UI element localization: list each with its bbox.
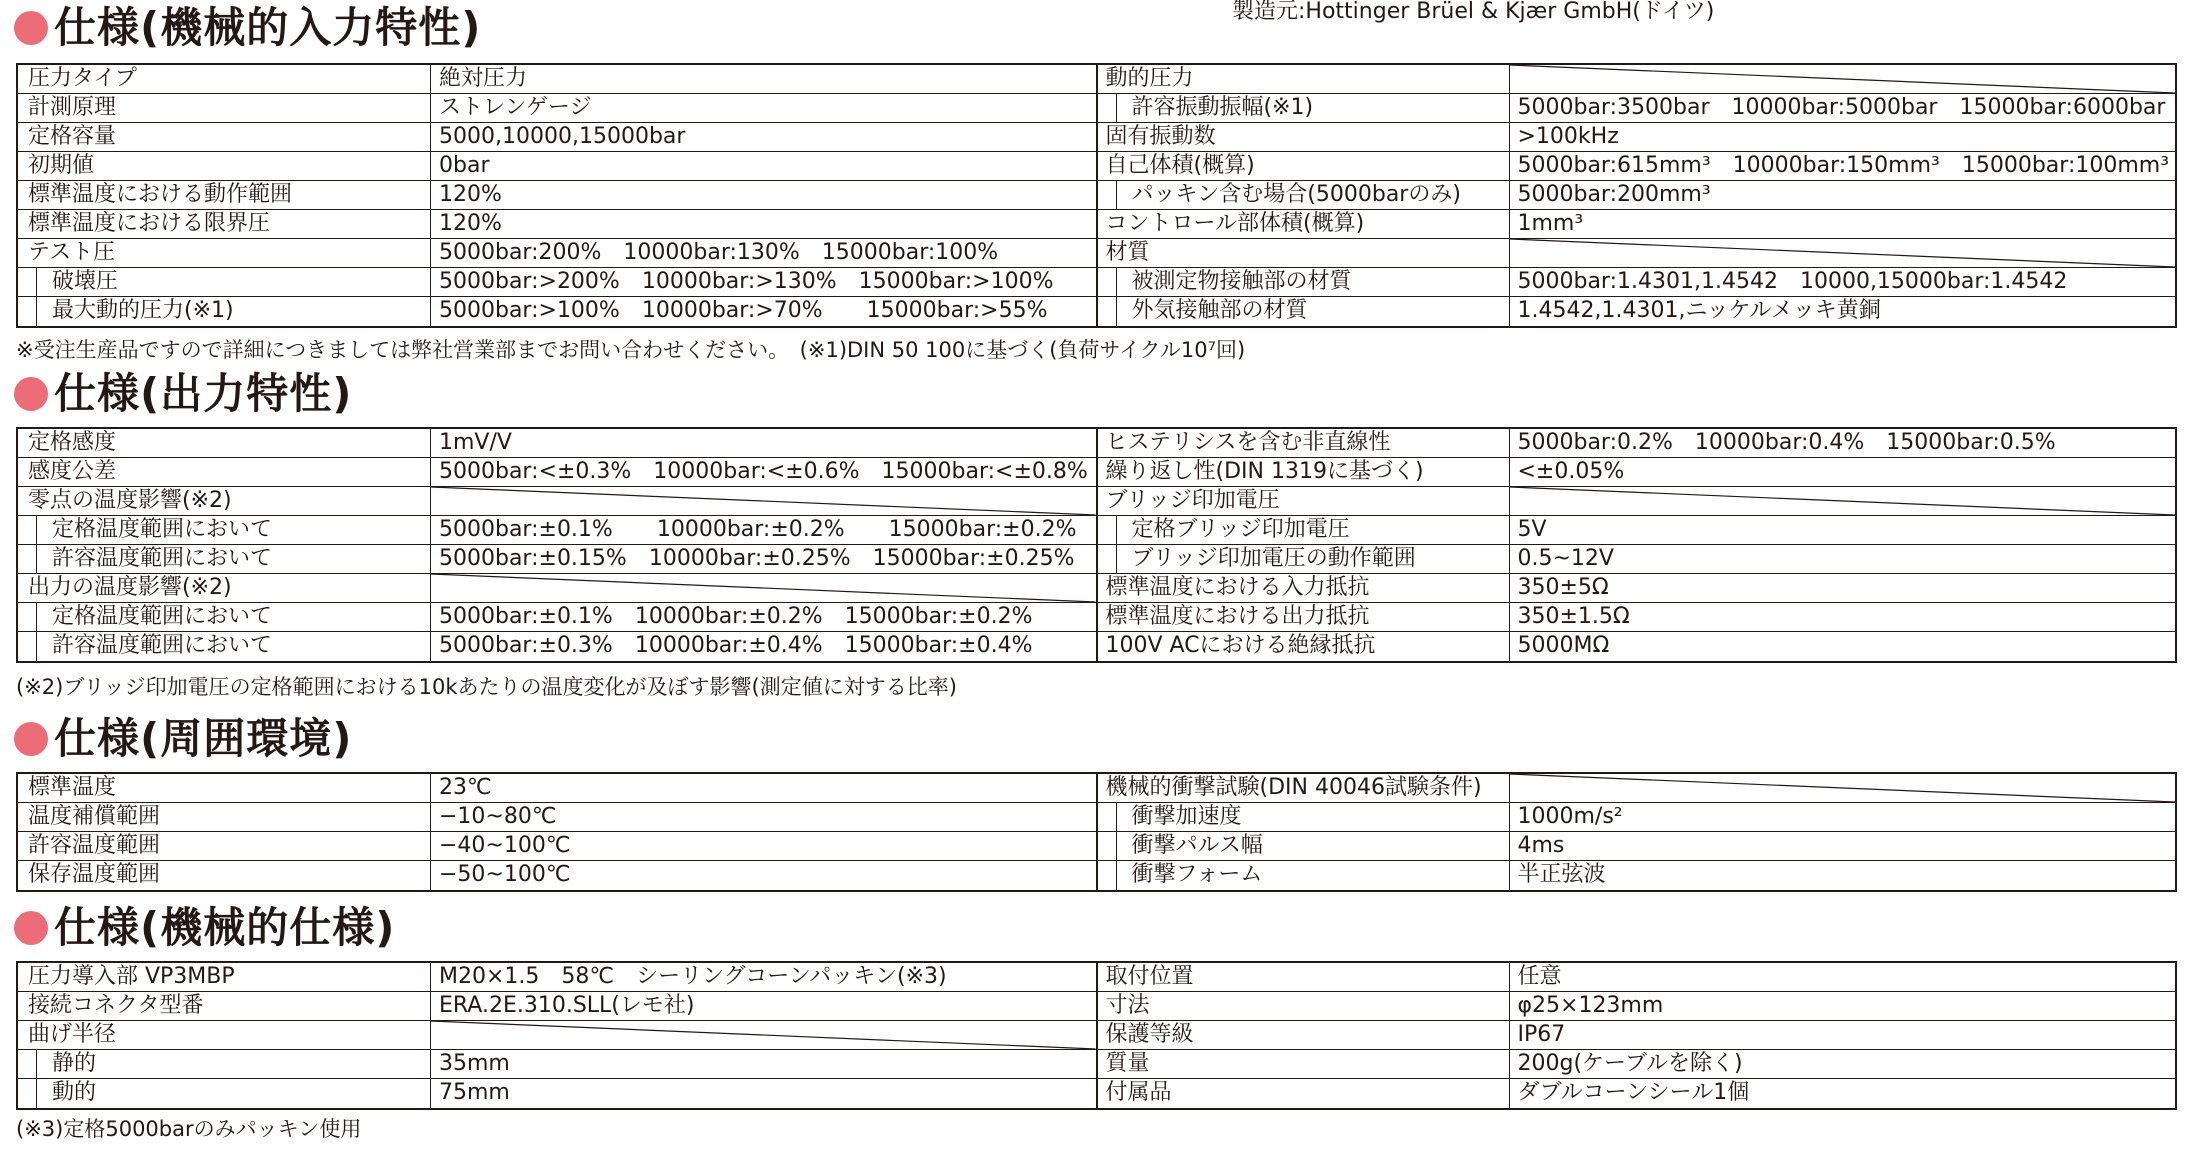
spec-label	[18, 268, 431, 296]
spec-label-text: 動的圧力	[1105, 66, 1194, 91]
table-row	[18, 181, 1096, 210]
spec-label	[1098, 1050, 1510, 1078]
section-title-text: 仕様(機械的仕様)	[54, 903, 396, 952]
footnote: (※3)定格5000barのみパッキン使用	[16, 1117, 362, 1141]
spec-value: 5000bar:±0.15% 10000bar:±0.25% 15000bar:±0.25%	[439, 546, 1075, 571]
spec-label	[1098, 861, 1510, 890]
right-column	[1098, 963, 2176, 1108]
spec-value: 120%	[439, 211, 502, 236]
spec-value: 350±1.5Ω	[1517, 604, 1630, 629]
spec-value: 200g(ケーブルを除く)	[1517, 1051, 1743, 1076]
spec-label-text: ブリッジ印加電圧	[1105, 488, 1280, 513]
spec-value: 1.4542,1.4301,ニッケルメッキ黄銅	[1517, 298, 1881, 323]
table-row	[1098, 574, 2176, 603]
table-row	[18, 210, 1096, 239]
empty-cell-diagonal	[431, 1021, 1096, 1049]
spec-label-text: 衝撃加速度	[1131, 804, 1242, 829]
bullet-dot-icon	[14, 377, 48, 411]
spec-label-text: 衝撃フォーム	[1131, 862, 1263, 887]
spec-label	[1098, 239, 1510, 267]
spec-value: 23℃	[439, 775, 492, 800]
diagonal-wrap	[431, 487, 1096, 515]
spec-label	[1098, 992, 1510, 1020]
table-row	[1098, 992, 2176, 1021]
spec-label	[18, 1050, 431, 1078]
table-row	[1098, 65, 2176, 94]
spec-label	[18, 603, 431, 631]
spec-value: 0bar	[439, 153, 490, 178]
table-row	[18, 545, 1096, 574]
table-row	[1098, 458, 2176, 487]
spec-table-environment	[16, 772, 2177, 892]
spec-table-mechanical-input	[16, 63, 2177, 328]
spec-value: 5000bar:±0.3% 10000bar:±0.4% 15000bar:±0.4%	[439, 633, 1033, 658]
empty-cell-diagonal	[1510, 487, 2176, 515]
spec-value: −50~100℃	[439, 862, 571, 887]
spec-value: 1mV/V	[439, 430, 512, 455]
spec-value: <±0.05%	[1517, 459, 1625, 484]
spec-value: 350±5Ω	[1517, 575, 1609, 600]
spec-label-text: 零点の温度影響(※2)	[28, 488, 232, 513]
spec-label	[18, 545, 431, 573]
spec-label	[18, 429, 431, 457]
table-row	[1098, 1050, 2176, 1079]
table-row	[18, 992, 1096, 1021]
bullet-dot-icon	[14, 11, 48, 45]
section-title-output	[14, 370, 352, 418]
table-row	[1098, 963, 2176, 992]
spec-label	[1098, 429, 1510, 457]
spec-label	[18, 94, 431, 122]
spec-value: 4ms	[1517, 833, 1565, 858]
spec-value: 5000bar:0.2% 10000bar:0.4% 15000bar:0.5%	[1517, 430, 2056, 455]
spec-label	[1098, 516, 1510, 544]
spec-label-text: 寸法	[1105, 993, 1150, 1018]
spec-label-text: 定格温度範囲において	[52, 517, 273, 542]
spec-label-text: 静的	[52, 1051, 97, 1076]
table-row	[1098, 487, 2176, 516]
spec-value: M20×1.5 58℃ シーリングコーンパッキン(※3)	[439, 964, 947, 989]
right-column	[1098, 65, 2176, 326]
spec-label-text: 定格ブリッジ印加電圧	[1131, 517, 1350, 542]
table-row	[18, 94, 1096, 123]
table-row	[1098, 297, 2176, 326]
table-row	[1098, 210, 2176, 239]
spec-label-text: 感度公差	[28, 459, 117, 484]
table-row	[18, 65, 1096, 94]
spec-label-text: 圧力タイプ	[28, 66, 137, 91]
table-row	[18, 963, 1096, 992]
spec-label	[18, 239, 431, 267]
spec-label	[18, 861, 431, 890]
table-row	[18, 603, 1096, 632]
section-title-mechanical-spec	[14, 904, 395, 952]
empty-cell-diagonal	[1510, 774, 2176, 802]
spec-value	[431, 487, 1096, 515]
spec-value: 1000m/s²	[1517, 804, 1623, 829]
spec-label	[18, 574, 431, 602]
spec-label-text: 外気接触部の材質	[1131, 298, 1308, 323]
spec-value: 120%	[439, 182, 502, 207]
spec-label	[18, 832, 431, 860]
spec-value: 1mm³	[1517, 211, 1584, 236]
spec-table-output	[16, 427, 2177, 663]
spec-label-text: 定格容量	[28, 124, 117, 149]
spec-label-text: パッキン含む場合(5000barのみ)	[1131, 182, 1461, 207]
table-row	[1098, 545, 2176, 574]
table-row	[18, 574, 1096, 603]
table-row	[18, 268, 1096, 297]
spec-label-text: 許容温度範囲において	[52, 546, 273, 571]
right-column	[1098, 429, 2176, 661]
table-row	[18, 632, 1096, 661]
spec-label-text: 自己体積(概算)	[1105, 153, 1255, 178]
spec-label	[1098, 152, 1510, 180]
table-row	[18, 239, 1096, 268]
table-row	[1098, 803, 2176, 832]
spec-label	[18, 487, 431, 515]
diagonal-wrap	[431, 574, 1096, 602]
spec-value: −10~80℃	[439, 804, 557, 829]
table-row	[18, 123, 1096, 152]
spec-label-text: 100V ACにおける絶縁抵抗	[1105, 633, 1376, 658]
table-row	[1098, 1079, 2176, 1108]
spec-label-text: 保存温度範囲	[28, 862, 161, 887]
spec-value	[431, 574, 1096, 602]
spec-label	[1098, 603, 1510, 631]
spec-label	[1098, 1021, 1510, 1049]
spec-label	[1098, 94, 1510, 122]
spec-value: 5000bar:>200% 10000bar:>130% 15000bar:>100%	[439, 269, 1054, 294]
spec-label-text: 材質	[1105, 240, 1150, 265]
spec-value: 5V	[1517, 517, 1547, 542]
spec-label	[18, 152, 431, 180]
spec-value: ストレンゲージ	[439, 95, 592, 120]
spec-label	[1098, 803, 1510, 831]
table-row	[18, 152, 1096, 181]
spec-value: 半正弦波	[1517, 862, 1606, 887]
empty-cell-diagonal	[431, 487, 1096, 515]
table-row	[18, 1050, 1096, 1079]
table-row	[18, 458, 1096, 487]
footnote: ※受注生産品ですので詳細につきましては弊社営業部までお問い合わせください。 (※1)DIN 50 100に基づく(負荷サイクル10⁷回)	[16, 338, 1246, 362]
section-title-text: 仕様(出力特性)	[54, 369, 353, 418]
left-column	[18, 963, 1098, 1108]
spec-label	[18, 458, 431, 486]
diagonal-wrap	[1510, 774, 2176, 802]
left-column	[18, 65, 1098, 326]
diagonal-wrap	[431, 1021, 1096, 1049]
spec-value: 5000bar:±0.1% 10000bar:±0.2% 15000bar:±0.2%	[439, 604, 1033, 629]
table-row	[18, 861, 1096, 890]
spec-label	[18, 210, 431, 238]
spec-label-text: 最大動的圧力(※1)	[52, 298, 234, 323]
spec-label-text: 標準温度における限界圧	[28, 211, 271, 236]
spec-label-text: 出力の温度影響(※2)	[28, 575, 232, 600]
spec-value: 5000bar:200% 10000bar:130% 15000bar:100%	[439, 240, 999, 265]
spec-label-text: ヒステリシスを含む非直線性	[1105, 430, 1391, 455]
spec-label	[1098, 487, 1510, 515]
spec-label-text: 付属品	[1105, 1080, 1172, 1105]
section-title-text: 仕様(機械的入力特性)	[54, 3, 482, 52]
manufacturer-label: 製造元:Hottinger Brüel & Kjær GmbH(ドイツ)	[1232, 0, 1715, 24]
spec-label-text: 固有振動数	[1105, 124, 1216, 149]
spec-label	[1098, 632, 1510, 661]
spec-value: 5000bar:>100% 10000bar:>70% 15000bar:>55%	[439, 298, 1048, 323]
spec-label	[1098, 210, 1510, 238]
spec-value: −40~100℃	[439, 833, 571, 858]
spec-value	[431, 1021, 1096, 1049]
spec-label-text: 取付位置	[1105, 964, 1194, 989]
spec-label	[1098, 181, 1510, 209]
spec-label	[1098, 1079, 1510, 1108]
right-column	[1098, 774, 2176, 890]
table-row	[1098, 1021, 2176, 1050]
left-column	[18, 774, 1098, 890]
spec-label-text: 標準温度	[28, 775, 117, 800]
spec-label-text: 標準温度における出力抵抗	[1105, 604, 1370, 629]
spec-label-text: 質量	[1105, 1051, 1150, 1076]
section-title-mechanical-input	[14, 4, 481, 52]
spec-label	[18, 632, 431, 661]
spec-label	[18, 803, 431, 831]
table-row	[18, 297, 1096, 326]
spec-value: 任意	[1517, 964, 1562, 989]
left-column	[18, 429, 1098, 661]
spec-label-text: 許容温度範囲	[28, 833, 161, 858]
table-row	[1098, 832, 2176, 861]
spec-label-text: 動的	[52, 1080, 97, 1105]
spec-label-text: 圧力導入部 VP3MBP	[28, 964, 235, 989]
spec-value: 5000MΩ	[1517, 633, 1610, 658]
table-row	[1098, 861, 2176, 890]
spec-label	[18, 992, 431, 1020]
diagonal-wrap	[1510, 239, 2176, 267]
empty-cell-diagonal	[431, 574, 1096, 602]
spec-label	[18, 963, 431, 991]
spec-value: 75mm	[439, 1080, 510, 1105]
spec-label	[1098, 774, 1510, 802]
spec-label-text: 定格感度	[28, 430, 117, 455]
diagonal-wrap	[1510, 487, 2176, 515]
spec-label	[1098, 458, 1510, 486]
table-row	[1098, 429, 2176, 458]
spec-label	[18, 1079, 431, 1108]
spec-label-text: 計測原理	[28, 95, 117, 120]
table-row	[1098, 774, 2176, 803]
spec-label	[18, 1021, 431, 1049]
table-row	[1098, 632, 2176, 661]
spec-label-text: 機械的衝撃試験(DIN 40046試験条件)	[1105, 775, 1482, 800]
spec-value: φ25×123mm	[1517, 993, 1664, 1018]
spec-value: ERA.2E.310.SLL(レモ社)	[439, 993, 695, 1018]
spec-label	[1098, 963, 1510, 991]
section-title-text: 仕様(周囲環境)	[54, 714, 353, 763]
spec-label	[1098, 574, 1510, 602]
table-row	[1098, 123, 2176, 152]
table-row	[1098, 239, 2176, 268]
spec-label-text: 被測定物接触部の材質	[1131, 269, 1352, 294]
table-row	[18, 774, 1096, 803]
table-row	[18, 1021, 1096, 1050]
table-row	[1098, 181, 2176, 210]
spec-label-text: 曲げ半径	[28, 1022, 117, 1047]
spec-label	[18, 774, 431, 802]
diagonal-wrap	[1510, 65, 2176, 93]
spec-value: 絶対圧力	[439, 66, 528, 91]
spec-label-text: 許容温度範囲において	[52, 633, 273, 658]
spec-label	[1098, 65, 1510, 93]
spec-label	[1098, 545, 1510, 573]
spec-label-text: ブリッジ印加電圧の動作範囲	[1131, 546, 1416, 571]
spec-label	[18, 181, 431, 209]
spec-value: >100kHz	[1517, 124, 1619, 149]
spec-label-text: 標準温度における動作範囲	[28, 182, 293, 207]
spec-label	[18, 297, 431, 326]
spec-label-text: テスト圧	[28, 240, 116, 265]
spec-label-text: 衝撃パルス幅	[1131, 833, 1263, 858]
footnote: (※2)ブリッジ印加電圧の定格範囲における10kあたりの温度変化が及ぼす影響(測定値に対する比率)	[16, 675, 957, 699]
spec-value	[1510, 774, 2176, 802]
spec-label	[1098, 297, 1510, 326]
table-row	[1098, 268, 2176, 297]
spec-label	[1098, 123, 1510, 151]
spec-label	[18, 65, 431, 93]
spec-table-mechanical-spec	[16, 961, 2177, 1110]
spec-label-text: 接続コネクタ型番	[28, 993, 204, 1018]
spec-label-text: 標準温度における入力抵抗	[1105, 575, 1370, 600]
empty-cell-diagonal	[1510, 65, 2176, 93]
table-row	[18, 516, 1096, 545]
spec-label	[18, 516, 431, 544]
spec-value: 5000,10000,15000bar	[439, 124, 686, 149]
empty-cell-diagonal	[1510, 239, 2176, 267]
table-row	[1098, 603, 2176, 632]
spec-value: ダブルコーンシール1個	[1517, 1080, 1750, 1105]
spec-value: 5000bar:<±0.3% 10000bar:<±0.6% 15000bar:<±0.8%	[439, 459, 1088, 484]
spec-value: 5000bar:1.4301,1.4542 10000,15000bar:1.4542	[1517, 269, 2068, 294]
spec-label	[1098, 268, 1510, 296]
spec-label	[18, 123, 431, 151]
table-row	[18, 429, 1096, 458]
spec-value: 5000bar:±0.1% 10000bar:±0.2% 15000bar:±0.2%	[439, 517, 1077, 542]
spec-label-text: 定格温度範囲において	[52, 604, 273, 629]
bullet-dot-icon	[14, 911, 48, 945]
spec-label-text: 温度補償範囲	[28, 804, 161, 829]
spec-value	[1510, 487, 2176, 515]
spec-value	[1510, 65, 2176, 93]
spec-value: 5000bar:615mm³ 10000bar:150mm³ 15000bar:100mm³	[1517, 153, 2170, 178]
spec-label-text: 繰り返し性(DIN 1319に基づく)	[1105, 459, 1424, 484]
spec-value	[1510, 239, 2176, 267]
section-title-environment	[14, 715, 352, 763]
table-row	[1098, 516, 2176, 545]
spec-label-text: 破壊圧	[52, 269, 119, 294]
spec-label-text: 保護等級	[1105, 1022, 1194, 1047]
spec-label-text: コントロール部体積(概算)	[1105, 211, 1365, 236]
spec-value: 0.5~12V	[1517, 546, 1614, 571]
table-row	[1098, 152, 2176, 181]
spec-value: 5000bar:3500bar 10000bar:5000bar 15000bar:6000bar	[1517, 95, 2166, 120]
spec-value: 35mm	[439, 1051, 510, 1076]
table-row	[18, 832, 1096, 861]
spec-value: 5000bar:200mm³	[1517, 182, 1711, 207]
spec-label	[1098, 832, 1510, 860]
table-row	[1098, 94, 2176, 123]
spec-label-text: 許容振動振幅(※1)	[1131, 95, 1314, 120]
bullet-dot-icon	[14, 722, 48, 756]
table-row	[18, 1079, 1096, 1108]
spec-label-text: 初期値	[28, 153, 95, 178]
table-row	[18, 803, 1096, 832]
spec-value: IP67	[1517, 1022, 1566, 1047]
table-row	[18, 487, 1096, 516]
